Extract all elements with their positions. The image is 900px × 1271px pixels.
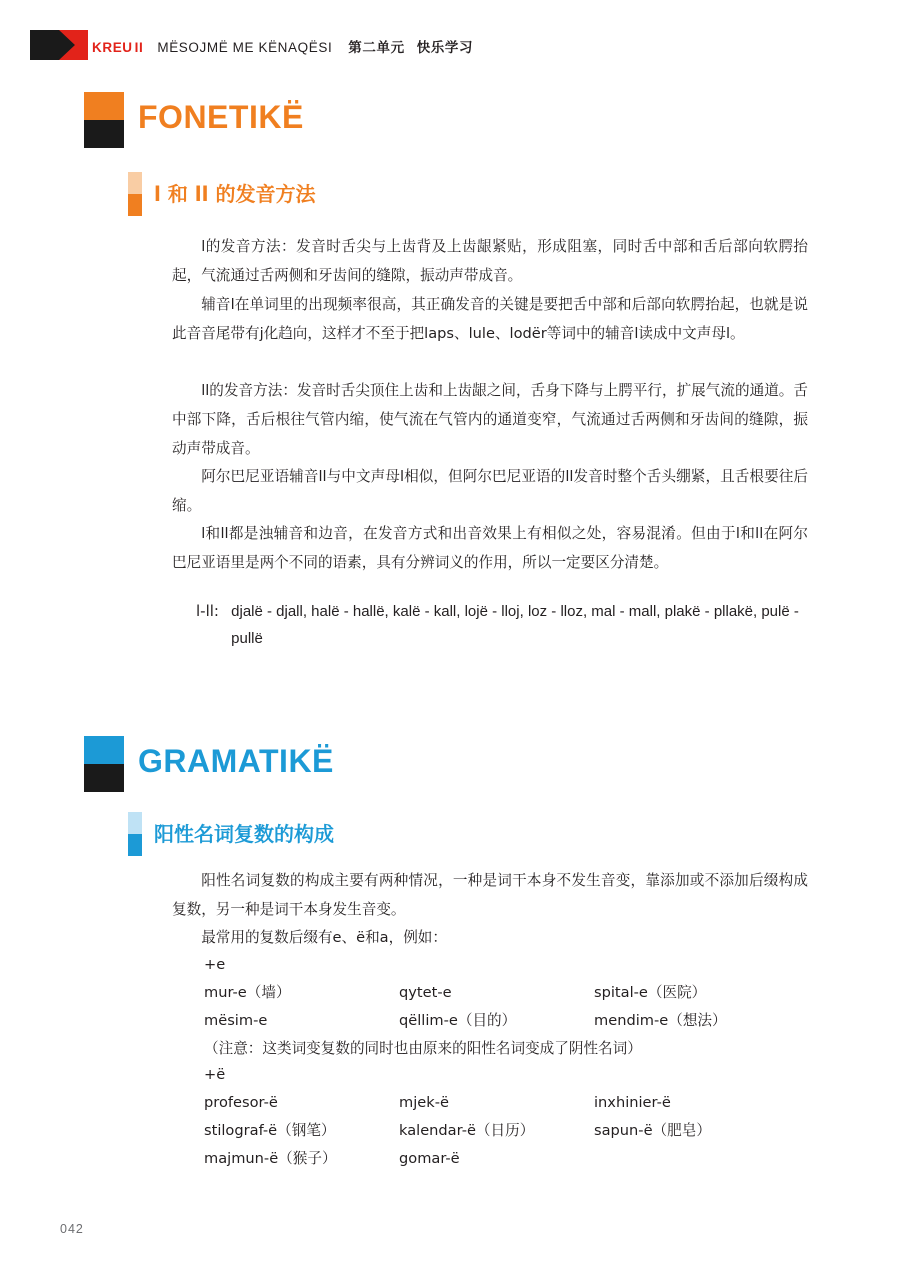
- fonetike-paragraph-2: [172, 290, 808, 348]
- fonetike-paragraph-5: [172, 519, 808, 577]
- header-chapter-title-sq: MËSOJMË ME KËNAQËSI: [157, 40, 333, 55]
- header-unit-title-cn: 快乐学习: [416, 40, 474, 56]
- header-chapter-mark-icon: [30, 30, 88, 60]
- word-cell: [594, 1145, 834, 1173]
- table-note-row: [204, 1035, 834, 1063]
- word-cell: inxhinier-ë: [594, 1094, 671, 1111]
- fonetike-example-pairs: [196, 598, 816, 652]
- word-cell: spital-e（医院）: [594, 984, 707, 1001]
- header-chapter-label: KREU: [92, 40, 133, 55]
- fonetike-paragraph-1: [172, 232, 808, 290]
- table-row: [204, 1145, 834, 1173]
- word-cell: qëllim-e（目的）: [399, 1012, 517, 1029]
- subsection-bar-icon: [128, 812, 142, 856]
- suffix-label-e: +e: [204, 956, 226, 973]
- fonetike-paragraph-4: [172, 462, 808, 520]
- section-title-fonetike: FONETIKË: [138, 99, 304, 135]
- paragraph-text: 辅音l在单词里的出现频率很高，其正确发音的关键是要把舌中部和后部向软腭抬起，也就是说此音音尾带有j化趋向，这样才不至于把laps、lule、lodër等词中的辅音l读成中文声母l。: [172, 296, 808, 342]
- example-text: djalë - djall, halë - hallë, kalë - kall, lojë - lloj, loz - lloz, mal - mall, plakë - pllakë, pulë - pullë: [231, 603, 799, 647]
- paragraph-text: l和ll都是浊辅音和边音，在发音方式和出音效果上有相似之处，容易混淆。但由于l和ll在阿尔巴尼亚语里是两个不同的语素，具有分辨词义的作用，所以一定要区分清楚。: [172, 525, 808, 571]
- subsection-bar-icon: [128, 172, 142, 216]
- subsection-title-plural: 阳性名词复数的构成: [154, 822, 334, 846]
- page-number: 042: [60, 1222, 84, 1236]
- paragraph-text: 阿尔巴尼亚语辅音ll与中文声母l相似，但阿尔巴尼亚语的ll发音时整个舌头绷紧，且舌根要往后缩。: [172, 468, 808, 514]
- table-row: [204, 1089, 834, 1117]
- word-cell: gomar-ë: [399, 1150, 460, 1167]
- paragraph-text: 阳性名词复数的构成主要有两种情况，一种是词干本身不发生音变，靠添加或不添加后缀构成复数，另一种是词干本身发生音变。: [172, 872, 808, 918]
- section-title-gramatike: GRAMATIKË: [138, 743, 334, 779]
- header-text: [92, 36, 473, 56]
- header-chapter-number: II: [134, 40, 144, 55]
- suffix-e-note: （注意：这类词变复数的同时也由原来的阳性名词变成了阴性名词）: [204, 1040, 642, 1057]
- fonetike-square-icon: [84, 92, 124, 148]
- table-row: [204, 979, 834, 1007]
- gramatike-paragraph-1: [172, 866, 808, 924]
- word-table-suffix-e-diaeresis: [204, 1089, 834, 1173]
- suffix-label-e-diaeresis: +ë: [204, 1066, 226, 1083]
- word-cell: majmun-ë（猴子）: [204, 1150, 337, 1167]
- table-row: [204, 1117, 834, 1145]
- fonetike-paragraph-3: [172, 376, 808, 463]
- word-table-suffix-e: [204, 979, 834, 1063]
- word-cell: profesor-ë: [204, 1094, 278, 1111]
- word-cell: mësim-e: [204, 1012, 268, 1029]
- paragraph-text: ll的发音方法：发音时舌尖顶住上齿和上齿龈之间，舌身下降与上腭平行，扩展气流的通道。舌中部下降，舌后根往气管内缩，使气流在气管内的通道变窄，气流通过舌两侧和牙齿间的缝隙，振动声带成音。: [172, 382, 808, 457]
- word-cell: sapun-ë（肥皂）: [594, 1122, 711, 1139]
- gramatike-square-icon: [84, 736, 124, 792]
- word-cell: mur-e（墙）: [204, 984, 291, 1001]
- word-cell: stilograf-ë（钢笔）: [204, 1122, 336, 1139]
- word-cell: mendim-e（想法）: [594, 1012, 727, 1029]
- example-tag: l-ll:: [196, 602, 219, 620]
- subsection-title-l-ll: l 和 ll 的发音方法: [154, 182, 316, 206]
- word-cell: mjek-ë: [399, 1094, 449, 1111]
- paragraph-text: l的发音方法：发音时舌尖与上齿背及上齿龈紧贴，形成阻塞，同时舌中部和舌后部向软腭抬起，气流通过舌两侧和牙齿间的缝隙，振动声带成音。: [172, 238, 808, 284]
- gramatike-paragraph-2: [172, 923, 808, 952]
- table-row: [204, 1007, 834, 1035]
- paragraph-text: 最常用的复数后缀有e、ë和a，例如：: [201, 929, 447, 946]
- header-unit-cn: 第二单元: [348, 40, 405, 56]
- word-cell: qytet-e: [399, 984, 452, 1001]
- word-cell: kalendar-ë（日历）: [399, 1122, 535, 1139]
- page-running-header: [0, 30, 900, 62]
